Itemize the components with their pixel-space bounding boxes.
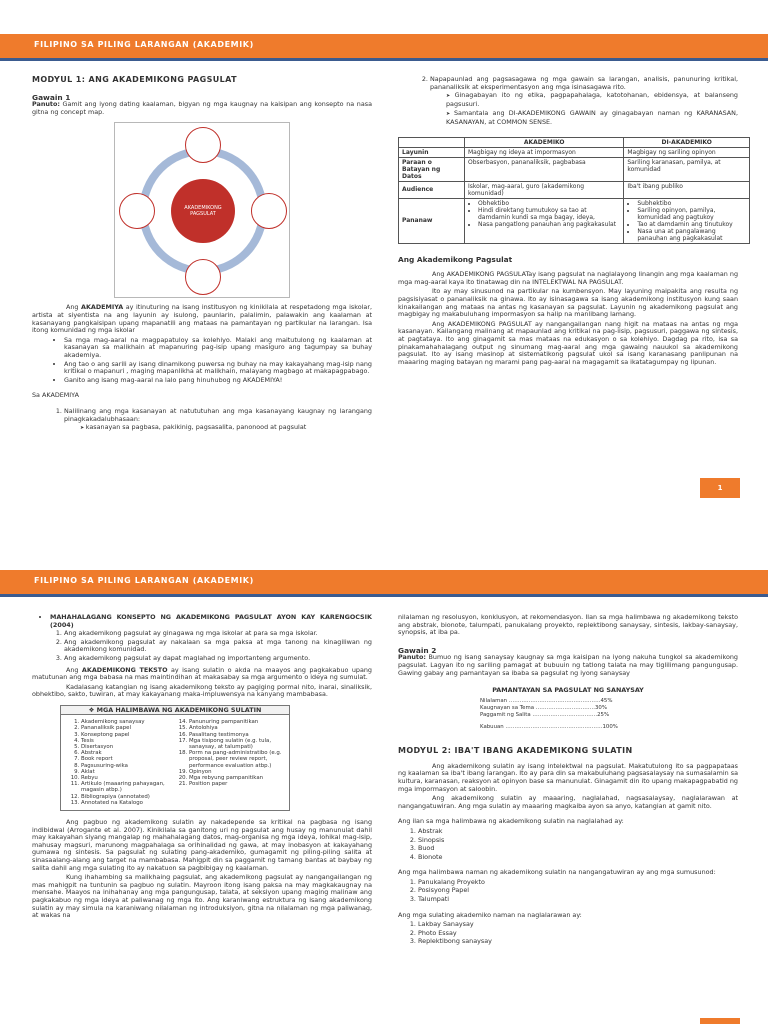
list-item: 1. Nalilinang ang mga kasanayan at natututuhan ang mga kasanayang kaugnay ng larangang pinagkakadalubhasaan: xyxy=(64,408,372,423)
naglalahad-list xyxy=(418,828,738,861)
page-number-tab xyxy=(700,1018,740,1024)
list-item: 18. Porm na pang-administratibo (e.g. proposal, peer review report, performance evaluation atbp.) xyxy=(189,750,283,769)
table-cell: Paraan o Batayan ng Datos xyxy=(399,157,465,181)
konsepto-heading-list xyxy=(50,614,372,629)
list-item: 2. Sinopsis xyxy=(418,837,738,845)
paragraph: Ang akademikong sulatin ay isang intelektwal na pagsulat. Makatutulong ito sa pagpapataas ng kaalaman sa iba't ibang larangan. Ito ay para din sa makabuluhang pagsasalaysay na sumasalamin sa kultura, karanasan, reaksyon at opinyon base sa manunulat. Ginagamit din ito upang makapagpabatid ng mga impormasyon at saloobin. xyxy=(398,761,738,793)
list-item: 11. Artikulo (maaaring pahayagan, magasin atbp.) xyxy=(81,781,175,793)
header-bar xyxy=(0,34,768,58)
rubric-row: Paggamit ng Salita ………………………………25% xyxy=(480,712,610,719)
list-item: 1. Akademikong sanaysay xyxy=(81,719,175,725)
list-item: 1. Ang akademikong pagsulat ay ginagawa ng mga iskolar at para sa mga iskolar. xyxy=(64,630,372,638)
pagbuo-paragraph: Ang pagbuo ng akademikong sulatin ay nakadepende sa kritikal na pagbasa ng isang indibidwal (Arrogante et al. 2007). Kinikilala sa ganitong uri ng pagsulat ang husay ng manunulat dahil may kakayahan siyang mangalap ng mahahalagang datos, mag-organisa ng mga ideya, lohikal mag-isip, mahusay magsuri, marunong magpahalaga sa orihinalidad ng gawa, at may inobasyon at kakayahang gumawa ng sintesis. Sa pagsulat ng sulating pang-akademiko, gumagamit ng piling-piling salita at sinasaalang-alang ang target na mambabasa. Mahigpit din sa paggamit ng tamang bantas at baybay ng salita dahil ang mga sulating ito ay nakatuon sa pagbibigay ng kaalaman. xyxy=(32,817,372,872)
concept-center xyxy=(171,179,235,243)
list-item: 1. Abstrak xyxy=(418,828,738,836)
gawain-2-instructions xyxy=(398,654,738,677)
list-item: • Subhektibo xyxy=(637,200,746,207)
akademiya-paragraph xyxy=(32,304,372,334)
panuto-label: Panuto: xyxy=(398,653,426,662)
list-item: 8. Pagsusuring-wika xyxy=(81,763,175,769)
list-item: 19. Opinyon xyxy=(189,769,283,775)
konsepto-list xyxy=(64,630,372,662)
table-header xyxy=(399,137,465,147)
rubric-title: PAMANTAYAN SA PAGSULAT NG SANAYSAY xyxy=(492,686,644,695)
list-item: 3. Replektibong sanaysay xyxy=(418,938,738,946)
list-item: 10. Rebyu xyxy=(81,775,175,781)
rubric-row: Kaugnayan sa Tema ……………………………30% xyxy=(480,705,607,712)
akademikong-teksto-paragraph xyxy=(32,667,372,682)
header-divider xyxy=(0,594,768,597)
panuto-text: Bumuo ng isang sanaysay kaugnay sa mga kaisipan na iyong nakuha tungkol sa akademikong pagsulat. Lagyan ito ng sariling pamagat at bubuuin ng tatlong talata na may tiglilimang pangungusap. Gawing gabay ang pamantayan sa ibaba sa pagsulat ng iyong sanaysay xyxy=(398,653,738,677)
concept-node-bottom xyxy=(185,259,221,295)
teksto-term: AKADEMIKONG TEKSTO xyxy=(81,665,168,674)
list-item: ➤ Samantala ang DI-AKADEMIKONG GAWAIN ay ginagabayan naman ng KARANASAN, KASANAYAN, at COMMON SENSE. xyxy=(446,110,738,126)
list-item: 14. Panunuring pampanitikan xyxy=(189,719,283,725)
concept-center-line-2: PAGSULAT xyxy=(190,211,216,218)
list-item: • Obhektibo xyxy=(478,200,620,207)
rubric xyxy=(468,687,668,731)
left-column xyxy=(32,76,372,433)
teksto-intro-a: Ang xyxy=(66,665,82,674)
list-item: 9. Aklat xyxy=(81,769,175,775)
paragraph: Ang AKADEMIKONG PAGSULAT ay nangangailangan nang higit na mataas na antas ng mga kasanayan. Kailangang malinang at mapaunlad ang kritikal na pag-iisip, pagsusuri, paggawa ng sintesis, at pagtataya. Ito ang ginagamit sa mas mataas na edukasyon o sa kolehiyo. Dagdag pa rito, isa sa pinakamahahalagang output ng sinumang mag-aaral ang mga gawaing nauukol sa akademikong pagsulat. Ito ay isang masinop at sistematikong pagsulat ukol sa isang karanasang panlipunan na maaaring maging batayan ng marami pang pag-aaral na magagamit sa ikatatagumpay ng lipunan. xyxy=(398,319,738,366)
list-item: 15. Antolohiya xyxy=(189,725,283,731)
akademiya-list-cont xyxy=(430,76,738,91)
header-title: FILIPINO SA PILING LARANGAN (AKADEMIK) xyxy=(34,576,254,585)
list-item: • Sa mga mag-aaral na magpapatuloy sa kolehiyo. Malaki ang maitutulong ng kaalaman at kasanayan sa malikhain at mapanuring pag-isip upang masiguro ang tagumpay sa buhay akademiya. xyxy=(64,337,372,360)
table-cell xyxy=(465,198,624,243)
naglalarawan-intro: Ang mga sulating akademiko naman na naglalarawan ay: xyxy=(398,910,582,919)
list-item: • Tao at damdamin ang tinutukoy xyxy=(637,221,746,228)
paragraph: Ang akademikong sulatin ay maaaring, naglalahad, nagsasalaysay, naglalarawan at nangangatuwiran. Ang mga sulatin ay maaaring magkaiba ayon sa anyo, katangian at gamit nito. xyxy=(398,794,738,810)
list-item: 21. Position paper xyxy=(189,781,283,787)
header-title: FILIPINO SA PILING LARANGAN (AKADEMIK) xyxy=(34,40,254,49)
list-item: 4. Tesis xyxy=(81,738,175,744)
naglalahad-intro: Ang ilan sa mga halimbawa ng akademikong sulatin na naglalahad ay: xyxy=(398,817,624,826)
list-item: 2. Napapaunlad ang pagsasagawa ng mga gawain sa larangan, analisis, panunuring kritikal, pananaliksik at eksperimentasyon ang mga isinasagawa rito. xyxy=(430,76,738,91)
naglalarawan-list xyxy=(418,921,738,946)
list-item: 1. Lakbay Sanaysay xyxy=(418,921,738,929)
list-item: 2. Posisyong Papel xyxy=(418,887,738,895)
rubric-total: Kabuuan ………………………………………………100% xyxy=(480,724,618,731)
table-cell: Magbigay ng ideya at impormasyon xyxy=(465,147,624,157)
table-header: AKADEMIKO xyxy=(465,137,624,147)
list-item: 3. Buod xyxy=(418,845,738,853)
list-item: 13. Annotated na Katalogo xyxy=(81,800,175,806)
list-item: 2. Pananaliksik papel xyxy=(81,725,175,731)
akademiya-bullets xyxy=(64,337,372,385)
halimbawa-list-1 xyxy=(81,719,175,806)
paragraph-continued: nilalaman ng resolusyon, konklusyon, at rekomendasyon. Ilan sa mga halimbawa ng akademikong teksto ang abstrak, bionote, talumpati, panukalang proyekto, replektibong sanaysay, sintesis, lakbay-sanaysay, synopsis, at iba pa. xyxy=(398,613,738,637)
table-cell: Layunin xyxy=(399,147,465,157)
table-cell: Iba't ibang publiko xyxy=(624,181,750,198)
list-item: • Sariling opinyon, pamilya, komunidad ang pagtukoy xyxy=(637,207,746,221)
akademikong-pagsulat-heading: Ang Akademikong Pagsulat xyxy=(398,254,513,264)
list-item: 7. Book report xyxy=(81,756,175,762)
right-column xyxy=(398,614,738,947)
list-item: • Ang tao o ang sarili ay isang dinamikong puwersa ng buhay na may kakayahang mag-isip nang kritikal o mapanuri , maging mapanlikha at malikhain, malayang magbago at makapagpabago. xyxy=(64,361,372,376)
list-item: • Nasa pangatlong panauhan ang pagkakasulat xyxy=(478,221,620,228)
table-row xyxy=(399,147,750,157)
table-row xyxy=(399,157,750,181)
panuto-text: Gamit ang iyong dating kaalaman, bigyan ng mga kaugnay na kaisipan ang konsepto na nasa gitna ng concept map. xyxy=(32,100,372,116)
table-cell: Pananaw xyxy=(399,198,465,243)
akademiya-term: AKADEMIYA xyxy=(81,303,124,312)
table-header-row xyxy=(399,137,750,147)
table-cell xyxy=(624,198,750,243)
header-bar xyxy=(0,570,768,594)
gawain-1-instructions xyxy=(32,101,372,116)
list-item: 4. Bionote xyxy=(418,854,738,862)
gawain-2-title: Gawain 2 xyxy=(398,645,437,655)
page-gap xyxy=(0,512,768,556)
modyul-1-title: MODYUL 1: ANG AKADEMIKONG PAGSULAT xyxy=(32,75,237,84)
halimbawa-box xyxy=(60,705,290,811)
paragraph: Ito ay may sinusunod na partikular na kumbensyon. May layuning maipakita ang resulta ng pagsisiyasat o pananaliksik na ginawa. Ito ay isinasagawa sa isang akademikong institusyon kung saan kinakailangan ang mataas na antas ng kasanayan sa pagsulat. Layunin ng akademikong pagsulat ang magbigay ng makabuluhang impormasyon sa halip na manlibang lamang. xyxy=(398,287,738,319)
akademiya-intro-c: ay itinuturing na isang institusyon ng kinikilala at respetadong mga iskolar, artista at siyentista na ang layunin ay isulong, paunlarin, palalimin, palawakin ang kaalaman at kasanayang pangkaisipan upang mapanatili ang mataas na pamantayan ng partikular na larangan. Isa itong komunidad ng mga iskolar xyxy=(32,303,372,335)
page-number: 1 xyxy=(700,478,740,498)
table-cell: Iskolar, mag-aaral, guro (akademikong komunidad) xyxy=(465,181,624,198)
table-row xyxy=(399,198,750,243)
table-cell: Magbigay ng sariling opinyon xyxy=(624,147,750,157)
table-cell: Sariling karanasan, pamilya, at komunidad xyxy=(624,157,750,181)
sa-akademiya-arrow-list xyxy=(80,424,372,433)
list-item: • Nasa una at pangalawang panauhan ang pagkakasulat xyxy=(637,228,746,242)
list-item: 5. Disertasyon xyxy=(81,744,175,750)
concept-map xyxy=(114,122,290,298)
concept-node-right xyxy=(251,193,287,229)
left-column xyxy=(32,614,372,922)
sa-akademiya-heading: Sa AKADEMIYA xyxy=(32,391,79,400)
halimbawa-box-body xyxy=(61,715,289,810)
page-2 xyxy=(0,556,768,1024)
rubric-row: Nilalaman ……………………………………………45% xyxy=(480,698,613,705)
concept-center-line-1: AKADEMIKONG xyxy=(184,205,222,212)
list-item: 3. Konseptong papel xyxy=(81,732,175,738)
list-item: 3. Talumpati xyxy=(418,896,738,904)
halimbawa-list-2 xyxy=(189,719,283,806)
table-header: DI-AKADEMIKO xyxy=(624,137,750,147)
comparison-table xyxy=(398,137,750,244)
panuto-label: Panuto: xyxy=(32,100,60,109)
list-item: 12. Bibliograpiya (annotated) xyxy=(81,794,175,800)
ihahambing-paragraph: Kung ihahambing sa malikhaing pagsulat, ang akademikong pagsulat ay nangangailangan ng mas mahigpit na tuntunin sa pagbuo ng sulatin. Mayroon itong isang paksa na may magkakaugnay na mensahe. Maayos na inihahanay ang mga pangungusap, talata, at seksiyon upang maging malinaw ang pagkakabuo ng mga ideya at paliwanag ng mga ito. Ang karaniwang estruktura ng isang akademikong sulatin ay may simula na karaniwang nilalaman ng introduksiyon, gitna na nilalaman ng mga paliwanag, at wakas na xyxy=(32,873,372,920)
sa-akademiya-list xyxy=(64,408,372,423)
list-item: ➤ kasanayan sa pagbasa, pakikinig, pagsasalita, panonood at pagsulat xyxy=(80,424,372,433)
header-divider xyxy=(0,58,768,61)
right-arrow-list xyxy=(446,92,738,126)
konsepto-heading: • MAHAHALAGANG KONSEPTO NG AKADEMIKONG PAGSULAT AYON KAY KARENGOCSIK (2004) xyxy=(50,614,372,629)
list-item: 17. Mga tisipong sulatin (e.g. tula, sanaysay, at talumpati) xyxy=(189,738,283,750)
list-item: 2. Ang akademikong pagsulat ay nakalaan sa mga paksa at mga tanong na kinagiliwan ng akademikong komunidad. xyxy=(64,639,372,654)
table-row xyxy=(399,181,750,198)
list-item: 1. Panukalang Proyekto xyxy=(418,879,738,887)
halimbawa-box-title: ❖ MGA HALIMBAWA NG AKADEMIKONG SULATIN xyxy=(61,706,289,715)
list-item: 2. Photo Essay xyxy=(418,930,738,938)
gawain-1-title: Gawain 1 xyxy=(32,92,71,102)
table-cell: Obserbasyon, pananaliksik, pagbabasa xyxy=(465,157,624,181)
list-item: 16. Pasalitang testimonya xyxy=(189,732,283,738)
modyul-2-title: MODYUL 2: IBA'T IBANG AKADEMIKONG SULATIN xyxy=(398,746,633,756)
akademiya-intro-a: Ang xyxy=(66,303,81,312)
katangian-paragraph: Kadalasang katangian ng isang akademikong teksto ay pagiging pormal nito, inarai, sinaliksik, obhektibo, sakto, tuwiran, at may kakayanang maka-impluwensya na kanyang mambabasa. xyxy=(32,682,372,699)
nangangatuwiran-list xyxy=(418,879,738,904)
list-item: • Hindi direktang tumutukoy sa tao at damdamin kundi sa mga bagay, ideya, xyxy=(478,207,620,221)
table-cell: Audience xyxy=(399,181,465,198)
right-column xyxy=(398,76,738,368)
list-item: 6. Abstrak xyxy=(81,750,175,756)
paragraph: Ang AKADEMIKONG PAGSULATay isang pagsulat na naglalayong linangin ang mga kaalaman ng mga mag-aaral kaya ito tinatawag din na INTELEKTWAL NA PAGSULAT. xyxy=(398,270,738,286)
list-item: • Ganito ang isang mag-aaral na lalo pang hinuhubog ng AKADEMIYA! xyxy=(64,377,372,385)
list-item: 20. Mga rebyung pampanitikan xyxy=(189,775,283,781)
list-item: 3. Ang akademikong pagsulat ay dapat maglahad ng importanteng argumento. xyxy=(64,655,372,663)
nangangatuwiran-intro: Ang mga halimbawa naman ng akademikong sulatin na nangangatuwiran ay ang mga sumusunod: xyxy=(398,868,716,877)
list-item: ➤ Ginagabayan ito ng etika, pagpapahalaga, katotohanan, ebidensya, at balanseng pagsusuri. xyxy=(446,92,738,108)
teksto-intro-c: ay isang sulatin o akda na maayos ang pagkakabuo upang matutunan ang mga babasa na mas maintindihan at makasabay sa mga argumento o ideya ng sumulat. xyxy=(32,665,372,682)
